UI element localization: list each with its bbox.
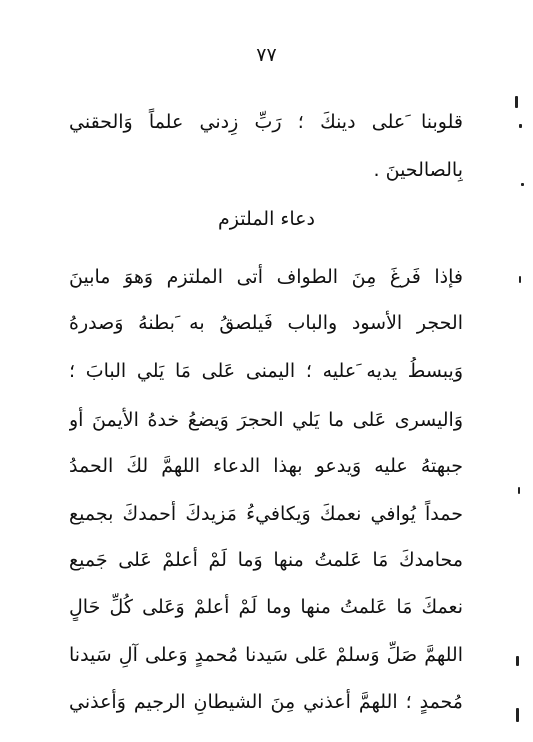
margin-mark [515, 96, 518, 108]
paragraph-1-line-2: بِالصالحينَ . [373, 159, 463, 181]
paragraph-2-line-10: مُحمدٍ ؛ اللهمَّ أعذني مِنَ الشيطانِ الرجيم وَأعذني [69, 691, 463, 713]
page-number: ٧٧ [256, 44, 277, 66]
paragraph-2-line-8: نعمكَ مَا عَلمتُ منها وما لَمْ أعلمْ وَعَلى كُلِّ حَالٍ [69, 596, 463, 618]
paragraph-2-line-9: اللهمَّ صَلِّ وَسلمْ عَلى سَيدنا مُحمدٍ وَعلى آلِ سَيدنا [69, 644, 463, 666]
margin-mark [519, 124, 522, 128]
paragraph-1-line-1: ُقلوبنا َعلى دينكَ ؛ رَبِّ زِدني علماً وَالحقني [69, 111, 463, 133]
paragraph-2-line-1: َفإذا فَرغَ مِنَ الطواف أتى الملتزم وَهوَ مابينَ [69, 266, 463, 288]
margin-mark [521, 183, 524, 186]
margin-mark [516, 656, 519, 666]
paragraph-2-line-3: وَيبسطُ يديه َعليه ؛ اليمنى عَلى مَا يَلي البابَ ؛ [69, 360, 463, 382]
paragraph-2-line-6: َحمداً يُوافي نعمكَ وَيكافيءُ مَزيدكَ أَحمدكَ بجميع [69, 503, 463, 525]
paragraph-2-line-4: وَاليسرى عَلى ما يَلي الحجرَ وَيضعُ خدهُ الأيمنَ أو [69, 409, 463, 431]
section-heading: دعاء الملتزم [218, 208, 315, 230]
paragraph-2-line-2: الحجر الأسود والباب فَيلصقُ به َبطنهُ وَصدرهُ [69, 312, 463, 334]
margin-mark [516, 708, 519, 722]
margin-mark [519, 276, 521, 283]
paragraph-2-line-5: َجبهتهُ عليه وَيدعو بهذا الدعاء اللهمَّ لكَ الحمدُ [69, 455, 463, 477]
margin-mark [518, 487, 520, 494]
paragraph-2-line-7: َمحامدكَ مَا عَلمتُ منها وَما لَمْ أعلمْ عَلى جَميع [69, 549, 463, 571]
